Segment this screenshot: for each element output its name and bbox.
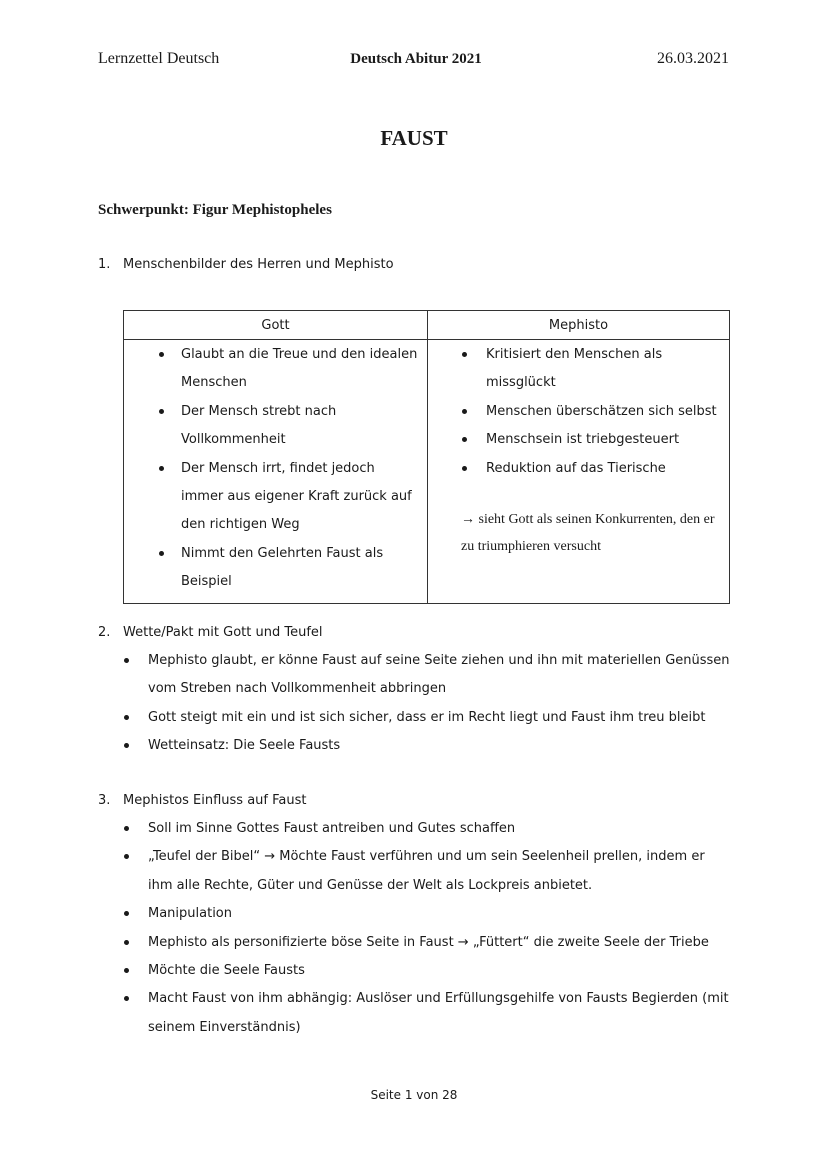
section-3-heading xyxy=(98,793,307,808)
list-item: Der Mensch irrt, findet jedoch immer aus eigener Kraft zurück auf den richtigen Weg xyxy=(124,455,427,540)
section-2-title: Wette/Pakt mit Gott und Teufel xyxy=(123,625,323,640)
list-item: Wetteinsatz: Die Seele Fausts xyxy=(122,732,732,760)
list-item: Möchte die Seele Fausts xyxy=(122,957,732,985)
list-item: Menschsein ist triebgesteuert xyxy=(428,426,729,454)
list-item: Menschen überschätzen sich selbst xyxy=(428,398,729,426)
list-item: Mephisto als personifizierte böse Seite in Faust → „Füttert“ die zweite Seele der Triebe xyxy=(122,929,732,957)
list-item: Gott steigt mit ein und ist sich sicher, dass er im Recht liegt und Faust ihm treu bleibt xyxy=(122,704,732,732)
table-cell-mephisto xyxy=(428,340,730,604)
list-item: Der Mensch strebt nach Vollkommenheit xyxy=(124,398,427,455)
list-item: Mephisto glaubt, er könne Faust auf seine Seite ziehen und ihn mit materiellen Genüssen vom Streben nach Vollkommenheit abbringen xyxy=(122,647,732,704)
section-3-list xyxy=(122,815,732,1042)
section-1-heading xyxy=(98,257,394,272)
section-2-number: 2. xyxy=(98,625,111,640)
list-item: Macht Faust von ihm abhängig: Auslöser und Erfüllungsgehilfe von Fausts Begierden (mit seinem Einverständnis) xyxy=(122,985,732,1042)
comparison-table xyxy=(123,310,730,604)
table-header-mephisto: Mephisto xyxy=(428,311,730,340)
page-number: Seite 1 von 28 xyxy=(370,1088,458,1102)
list-item: Kritisiert den Menschen als missglückt xyxy=(428,341,729,398)
list-item: „Teufel der Bibel“ → Möchte Faust verführen und um sein Seelenheil prellen, indem er ihm alle Rechte, Güter und Genüsse der Welt als Lockpreis anbietet. xyxy=(122,843,732,900)
document-title: FAUST xyxy=(380,126,448,150)
header-left: Lernzettel Deutsch xyxy=(98,50,220,67)
table-header-gott: Gott xyxy=(124,311,428,340)
header-center: Deutsch Abitur 2021 xyxy=(350,51,482,67)
table-cell-gott xyxy=(124,340,428,604)
list-item: Glaubt an die Treue und den idealen Menschen xyxy=(124,341,427,398)
list-item: Soll im Sinne Gottes Faust antreiben und Gutes schaffen xyxy=(122,815,732,843)
mephisto-conclusion: → sieht Gott als seinen Konkurrenten, den er zu triumphieren versucht xyxy=(461,512,715,555)
header-date: 26.03.2021 xyxy=(657,50,729,67)
list-item: Nimmt den Gelehrten Faust als Beispiel xyxy=(124,540,427,597)
list-item: Manipulation xyxy=(122,900,732,928)
section-3-title: Mephistos Einfluss auf Faust xyxy=(123,793,307,808)
list-item: Reduktion auf das Tierische xyxy=(428,455,729,483)
section-3-number: 3. xyxy=(98,793,111,808)
focus-heading: Schwerpunkt: Figur Mephistopheles xyxy=(98,202,332,218)
section-1-number: 1. xyxy=(98,257,111,272)
section-2-heading xyxy=(98,625,323,640)
section-1-title: Menschenbilder des Herren und Mephisto xyxy=(123,257,394,272)
section-2-list xyxy=(122,647,732,761)
